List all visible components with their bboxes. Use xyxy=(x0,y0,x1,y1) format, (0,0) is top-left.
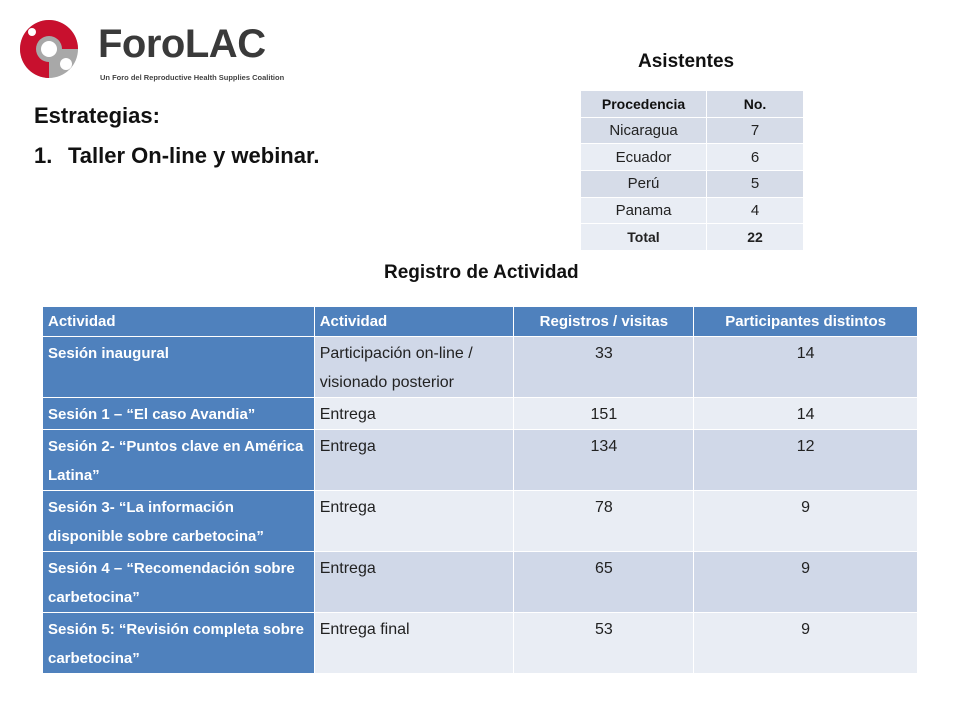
table-row xyxy=(43,491,918,552)
participantes-cell: 14 xyxy=(694,398,918,430)
activity-cell: Sesión 2- “Puntos clave en América Latina” xyxy=(43,430,315,491)
table-row xyxy=(581,144,804,171)
header-actividad: Actividad xyxy=(43,307,315,337)
registro-title: Registro de Actividad xyxy=(384,262,579,283)
logo-name: ForoLAC xyxy=(98,22,266,66)
type-cell: Entrega xyxy=(314,491,514,552)
total-row xyxy=(581,224,804,251)
registros-cell: 33 xyxy=(514,337,694,398)
header-participantes: Participantes distintos xyxy=(694,307,918,337)
registro-header-row xyxy=(43,307,918,337)
procedencia-cell: Ecuador xyxy=(581,144,707,171)
type-cell: Participación on-line / visionado posterior xyxy=(314,337,514,398)
table-row xyxy=(43,398,918,430)
participantes-cell: 14 xyxy=(694,337,918,398)
participantes-cell: 9 xyxy=(694,613,918,674)
participantes-cell: 9 xyxy=(694,552,918,613)
procedencia-cell: Nicaragua xyxy=(581,117,707,144)
registros-cell: 65 xyxy=(514,552,694,613)
registros-cell: 53 xyxy=(514,613,694,674)
logo-tagline: Un Foro del Reproductive Health Supplies Coalition xyxy=(100,73,285,82)
activity-cell: Sesión 5: “Revisión completa sobre carbetocina” xyxy=(43,613,315,674)
table-row xyxy=(43,552,918,613)
count-cell: 6 xyxy=(707,144,804,171)
activity-cell: Sesión 1 – “El caso Avandia” xyxy=(43,398,315,430)
activity-cell: Sesión inaugural xyxy=(43,337,315,398)
asistentes-table xyxy=(580,90,804,251)
total-label: Total xyxy=(581,224,707,251)
header-actividad-tipo: Actividad xyxy=(314,307,514,337)
participantes-cell: 12 xyxy=(694,430,918,491)
type-cell: Entrega xyxy=(314,552,514,613)
table-row xyxy=(581,171,804,198)
strategy-label: Taller On-line y webinar. xyxy=(68,143,320,168)
forolac-logo-icon xyxy=(18,18,80,80)
table-row xyxy=(43,613,918,674)
type-cell: Entrega xyxy=(314,430,514,491)
registro-table xyxy=(42,306,918,674)
activity-cell: Sesión 3- “La información disponible sobre carbetocina” xyxy=(43,491,315,552)
strategy-item xyxy=(34,143,319,169)
asistentes-header-row xyxy=(581,91,804,118)
type-cell: Entrega xyxy=(314,398,514,430)
header-no: No. xyxy=(707,91,804,118)
count-cell: 7 xyxy=(707,117,804,144)
total-value: 22 xyxy=(707,224,804,251)
count-cell: 4 xyxy=(707,197,804,224)
table-row xyxy=(581,117,804,144)
registros-cell: 134 xyxy=(514,430,694,491)
header-registros: Registros / visitas xyxy=(514,307,694,337)
registros-cell: 151 xyxy=(514,398,694,430)
procedencia-cell: Perú xyxy=(581,171,707,198)
table-row xyxy=(581,197,804,224)
strategy-number: 1. xyxy=(34,143,53,168)
registros-cell: 78 xyxy=(514,491,694,552)
procedencia-cell: Panama xyxy=(581,197,707,224)
strategies-list xyxy=(34,143,319,169)
table-row xyxy=(43,337,918,398)
strategies-heading: Estrategias: xyxy=(34,103,160,128)
header-procedencia: Procedencia xyxy=(581,91,707,118)
table-row xyxy=(43,430,918,491)
forolac-logo xyxy=(18,18,288,84)
count-cell: 5 xyxy=(707,171,804,198)
activity-cell: Sesión 4 – “Recomendación sobre carbetocina” xyxy=(43,552,315,613)
asistentes-title: Asistentes xyxy=(638,51,735,72)
participantes-cell: 9 xyxy=(694,491,918,552)
type-cell: Entrega final xyxy=(314,613,514,674)
